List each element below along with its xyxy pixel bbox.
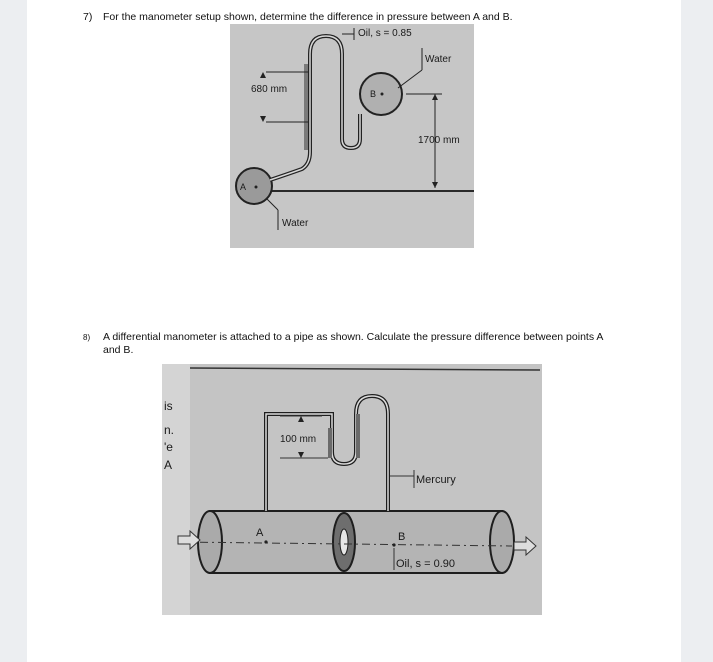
figure-differential-manometer (162, 364, 542, 615)
question-7-text: For the manometer setup shown, determine the difference in pressure between A and B. (103, 11, 513, 23)
oil-column-hatch (304, 64, 308, 150)
oil-label: Oil, s = 0.90 (396, 558, 456, 570)
margin-text-4: A (164, 458, 173, 472)
pipe-right-end (490, 511, 514, 573)
mercury-hatch-right (356, 414, 360, 458)
point-b-label: B (398, 531, 406, 543)
mercury-label: Mercury (416, 474, 456, 486)
point-a-dot (264, 540, 267, 543)
oil-label: Oil, s = 0.85 (358, 28, 412, 39)
dim-left-label: 680 mm (251, 84, 288, 95)
point-b-dot (392, 543, 395, 546)
figure-manometer-oil (230, 24, 474, 248)
margin-text-3: 'e (164, 440, 173, 454)
question-8-text-line2: and B. (103, 344, 134, 356)
question-8-text-line1: A differential manometer is attached to a pipe as shown. Calculate the pressure difference between points A (103, 331, 604, 343)
water-top-label: Water (425, 54, 452, 65)
margin-text-1: is (164, 399, 173, 413)
dim-right-label: 1700 mm (418, 135, 460, 146)
point-a-label: A (240, 182, 247, 192)
point-b-label: B (370, 89, 377, 99)
point-a-dot (255, 186, 258, 189)
water-bottom-label: Water (282, 218, 309, 229)
dim-label: 100 mm (280, 434, 317, 445)
question-8-number: 8) (83, 333, 91, 342)
mercury-hatch-left (328, 428, 332, 458)
point-b-dot (381, 93, 384, 96)
question-7-number: 7) (83, 11, 93, 23)
margin-text-2: n. (164, 423, 175, 437)
orifice-hole (340, 529, 348, 555)
point-a-label: A (256, 527, 264, 539)
